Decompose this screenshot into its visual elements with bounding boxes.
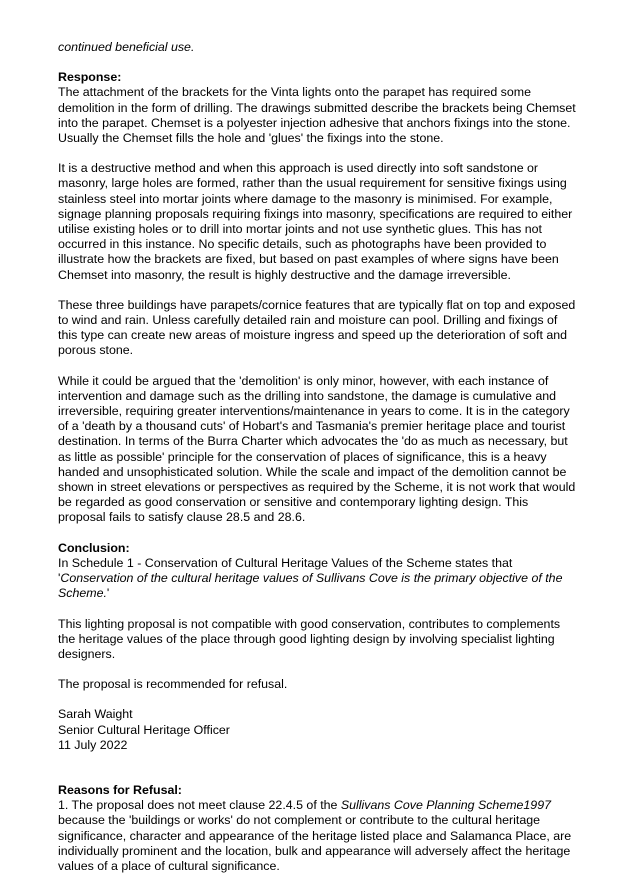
refusal-r1-start: 1. The proposal does not meet clause 22.4.5 of the (58, 798, 341, 813)
response-paragraph-4: While it could be argued that the 'demolition' is only minor, however, with each instance of intervention and damage such as the drilling into sandstone, the damage is cumulative and irreversible, requiring greater interventions/maintenance in years to come. It is in the category of a 'death by a thousand cuts' of Hobart's and Tasmania's premier heritage place and tourist destination. In terms of the Burra Charter which advocates the 'do as much as necessary, but as little as possible' principle for the conservation of places of significance, this is a heavy handed and unsophisticated solution. While the scale and impact of the demolition cannot be shown in street elevations or perspectives as required by the Scheme, it is not work that would be regarded as good conservation or sensitive and contemporary lighting design. This proposal fails to satisfy clause 28.5 and 28.6. (58, 373, 576, 525)
signatory-title: Senior Cultural Heritage Officer (58, 722, 230, 737)
conclusion-quote: Conservation of the cultural heritage values of Sullivans Cove is the primary objective of the Scheme. (58, 571, 563, 601)
refusal-reason-1 (58, 798, 578, 874)
conclusion-p1-end: ' (106, 586, 110, 601)
intro-continuation: continued beneficial use. (58, 40, 195, 54)
conclusion-heading: Conclusion: (58, 540, 130, 555)
response-heading: Response: (58, 70, 122, 85)
planning-scheme-title: Sullivans Cove Planning Scheme1997 (340, 798, 551, 813)
conclusion-p1-start: In Schedule 1 - Conservation of Cultural Heritage Values of the Scheme states that ' (58, 555, 513, 586)
signatory-name: Sarah Waight (58, 707, 133, 722)
document-page (58, 40, 578, 874)
response-paragraph-3: These three buildings have parapets/cornice features that are typically flat on top and exposed to wind and rain. Unless carefully detailed rain and moisture can pool. Drilling and fixings of this type can create new areas of moisture ingress and speed up the deterioration of soft and porous stone. (58, 297, 576, 358)
response-paragraph-1: The attachment of the brackets for the Vinta lights onto the parapet has required some demolition in the form of drilling. The drawings submitted describe the brackets being Chemset into the parapet. Chemset is a polyester injection adhesive that anchors fixings into the stone. Usually the Chemset fills the hole and 'glues' the fixings into the stone. (58, 85, 576, 146)
signature-block (58, 707, 578, 753)
signature-date: 11 July 2022 (58, 737, 128, 752)
refusal-heading: Reasons for Refusal: (58, 782, 182, 797)
conclusion-paragraph-1 (58, 556, 578, 602)
conclusion-paragraph-3: The proposal is recommended for refusal. (58, 677, 288, 692)
refusal-r1-end: because the 'buildings or works' do not complement or contribute to the cultural heritage significance, character and appearance of the heritage listed place and Salamanca Place, are individually prominent and the location, bulk and appearance will adversely affect the heritage values of a place of cultural significance. (58, 813, 572, 873)
response-paragraph-2: It is a destructive method and when this approach is used directly into soft sandstone or masonry, large holes are formed, rather than the usual requirement for sensitive fixings using stainless steel into mortar joints where damage to the masonry is minimised. For example, signage planning proposals requiring fixings into masonry, specifications are required to either utilise existing holes or to drill into mortar joints and not use synthetic glues. This has not occurred in this instance. No specific details, such as photographs have been provided to illustrate how the brackets are fixed, but based on past examples of where signs have been Chemset into masonry, the result is highly destructive and the damage irreversible. (58, 161, 573, 282)
conclusion-paragraph-2: This lighting proposal is not compatible with good conservation, contributes to complements the heritage values of the place through good lighting design by involving specialist lighting designers. (58, 616, 561, 661)
